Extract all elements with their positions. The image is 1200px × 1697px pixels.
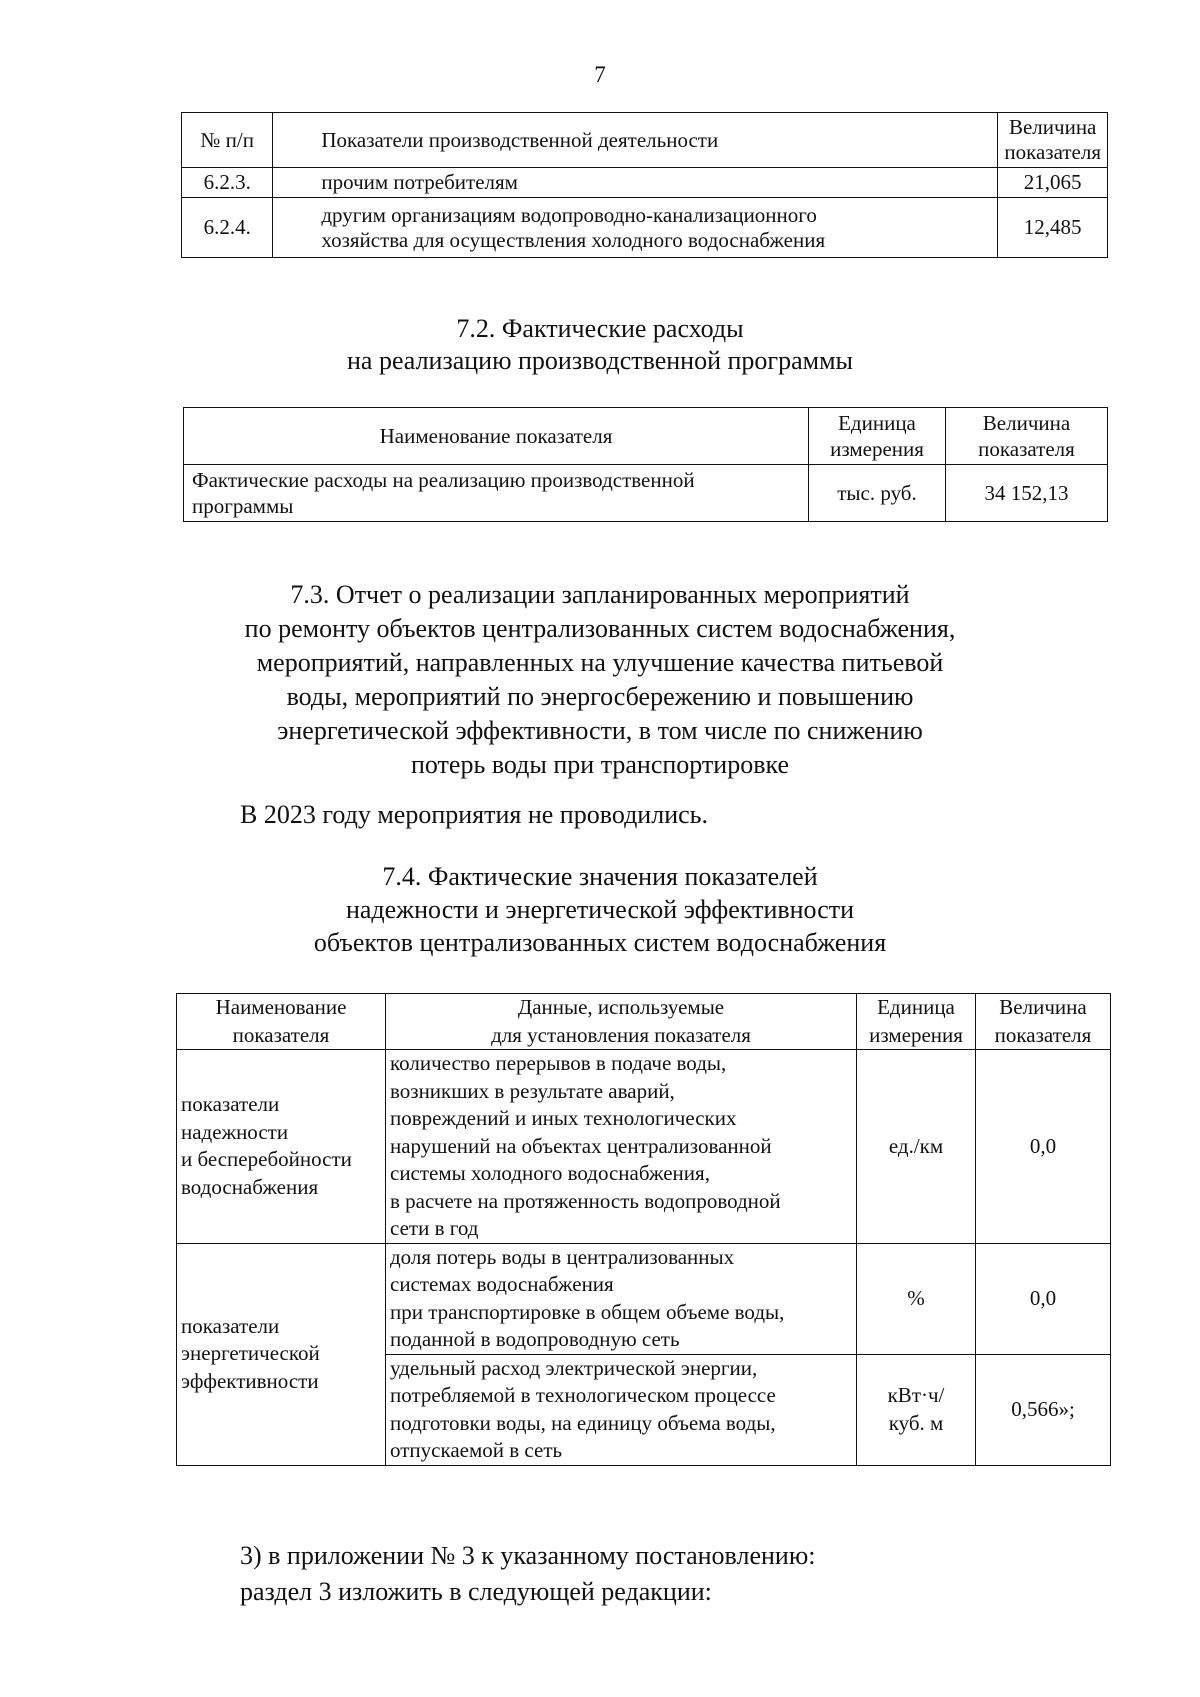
production-indicators-table [181,112,1108,258]
header-line: измерения [869,1022,963,1047]
header-line: Единица [877,995,955,1019]
unit-line: куб. м [888,1410,944,1435]
reliability-indicator-name [177,1050,386,1244]
page-number: 7 [594,62,606,87]
heading-line: мероприятий, направленных на улучшение качества питьевой [256,648,944,677]
data-line: подготовки воды, на единицу объема воды, [390,1410,776,1435]
table-row [177,1243,1111,1354]
data-line: количество перерывов в подаче воды, [390,1051,727,1075]
section-7-3-text: В 2023 году мероприятия не проводились. [240,800,708,829]
data-line: повреждений и иных технологических [390,1106,737,1130]
row-indicator-line: другим организациям водопроводно-канализационного [321,202,817,227]
closing-line: раздел 3 изложить в следующей редакции: [240,1577,712,1606]
row-indicator [184,465,809,522]
heading-line: объектов централизованных систем водоснабжения [313,928,887,957]
header-line: показателя [994,1022,1092,1047]
table-row [184,465,1108,522]
row-value: 21,065 [998,168,1108,198]
header-value-line: Величина [1008,115,1097,139]
data-line: возникших в результате аварий, [390,1078,675,1103]
header-line: для установления показателя [491,1022,751,1047]
row-unit: тыс. руб. [809,465,946,522]
name-line: энергетической [181,1341,320,1366]
row-num: 6.2.3. [182,168,273,198]
header-unit-line: измерения [830,437,924,461]
row-indicator [273,198,998,258]
header-data [386,994,857,1050]
unit-line: кВт·ч/ [887,1383,945,1407]
table-header-row [177,994,1111,1050]
header-line: показателя [232,1022,330,1047]
header-value-line: Величина [982,411,1071,435]
data-line: в расчете на протяженность водопроводной [390,1188,781,1213]
efficiency-indicator-name [177,1243,386,1465]
header-value [976,994,1111,1050]
heading-line: 7.3. Отчет о реализации запланированных мероприятий [290,580,910,609]
energy-consumption-unit [857,1354,976,1465]
header-line: Величина [999,995,1087,1019]
row-value: 34 152,13 [946,465,1108,522]
row-indicator-line: программы [192,494,294,518]
data-line: поданной в водопроводную сеть [390,1327,680,1351]
header-value-line: показателя [978,437,1075,461]
header-line: Данные, используемые [517,995,725,1019]
row-indicator: прочим потребителям [273,168,998,198]
water-loss-unit: % [857,1243,976,1354]
section-7-2-heading [0,313,1200,377]
water-loss-data [386,1243,857,1354]
heading-line: по ремонту объектов централизованных систем водоснабжения, [244,614,956,643]
table-header-row [182,113,1108,168]
header-line: Наименование [215,995,347,1019]
name-line: надежности [181,1119,289,1144]
data-line: сети в год [390,1216,479,1240]
header-value [998,113,1108,168]
actual-expenses-table [183,407,1108,522]
data-line: отпускаемой в сеть [390,1438,563,1462]
header-indicator-name [177,994,386,1050]
data-line: при транспортировке в общем объеме воды, [390,1299,785,1324]
name-line: эффективности [181,1368,319,1393]
name-line: показатели [181,1092,280,1117]
row-num: 6.2.4. [182,198,273,258]
header-value [946,408,1108,465]
table-row [182,198,1108,258]
section-7-4-heading [0,860,1200,959]
header-indicator: Показатели производственной деятельности [273,113,998,168]
row-indicator-line: Фактические расходы на реализацию производственной [192,468,695,492]
data-line: потребляемой в технологическом процессе [390,1383,776,1407]
energy-consumption-data [386,1354,857,1465]
name-line: и бесперебойности [181,1147,352,1172]
row-indicator-line: хозяйства для осуществления холодного водоснабжения [321,227,826,252]
name-line: показатели [181,1313,280,1338]
table-row [177,1050,1111,1244]
heading-line: надежности и энергетической эффективности [345,895,855,924]
header-unit [809,408,946,465]
data-line: нарушений на объектах централизованной [390,1133,772,1158]
name-line: водоснабжения [181,1174,319,1199]
closing-paragraph [240,1538,815,1610]
section-7-3-heading [0,578,1200,782]
reliability-data [386,1050,857,1244]
heading-line: энергетической эффективности, в том числе по снижению [277,716,923,745]
reliability-unit: ед./км [857,1050,976,1244]
data-line: доля потерь воды в централизованных [390,1244,735,1269]
water-loss-value: 0,0 [976,1243,1111,1354]
heading-line: на реализацию производственной программы [346,346,853,375]
table-row [182,168,1108,198]
header-unit [857,994,976,1050]
closing-line: 3) в приложении № 3 к указанному постановлению: [240,1541,816,1570]
data-line: системы холодного водоснабжения, [390,1161,710,1185]
heading-line: воды, мероприятий по энергосбережению и повышению [286,682,914,711]
reliability-value: 0,0 [976,1050,1111,1244]
heading-line: 7.4. Фактические значения показателей [382,862,818,891]
header-num: № п/п [182,113,273,168]
table-header-row [184,408,1108,465]
data-line: удельный расход электрической энергии, [390,1355,758,1380]
row-value: 12,485 [998,198,1108,258]
heading-line: 7.2. Фактические расходы [456,314,744,343]
header-value-line: показателя [1004,140,1101,164]
header-unit-line: Единица [838,411,916,435]
energy-consumption-value: 0,566»; [976,1354,1111,1465]
data-line: системах водоснабжения [390,1272,614,1296]
heading-line: потерь воды при транспортировке [410,750,790,779]
header-indicator-name: Наименование показателя [184,408,809,465]
reliability-efficiency-table [176,993,1111,1466]
